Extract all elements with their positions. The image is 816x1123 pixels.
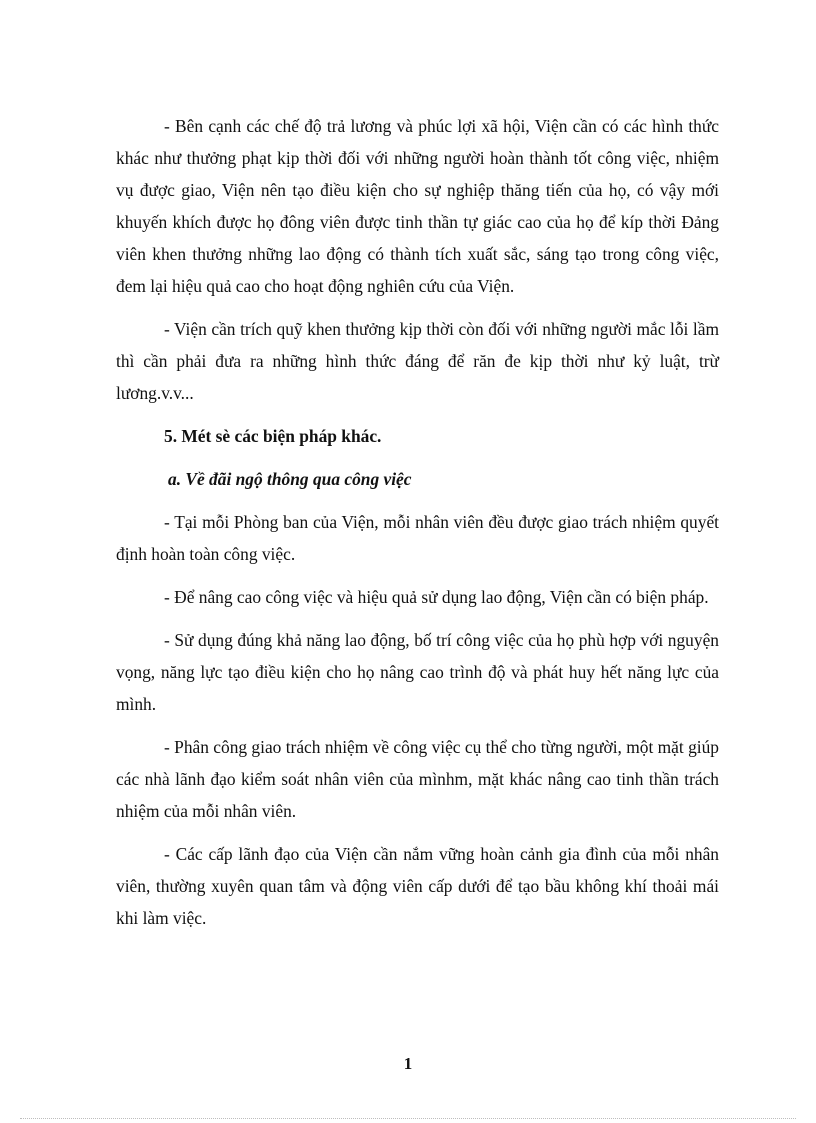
page-number: 1 [403,1054,413,1073]
paragraph: - Sử dụng đúng khả năng lao động, bố trí công việc của họ phù hợp với nguyện vọng, năng lực tạo điều kiện cho họ nâng cao trình độ và phát huy hết năng lực của mình. [116,630,719,714]
body-text [116,110,719,945]
paragraph: - Tại mỗi Phòng ban của Viện, mỗi nhân viên đều được giao trách nhiệm quyết định hoàn toàn công việc. [116,512,719,564]
subsection-heading: a. Về đãi ngộ thông qua công việc [168,469,412,489]
section-heading: 5. Mét sè các biện pháp khác. [164,426,382,446]
paragraph: - Viện cần trích quỹ khen thưởng kịp thời còn đối với những người mắc lỗi lầm thì cần phải đưa ra những hình thức đáng để răn đe kịp thời như kỷ luật, trừ lương.v.v... [116,319,719,403]
paragraph: - Phân công giao trách nhiệm về công việc cụ thể cho từng người, một mặt giúp các nhà lãnh đạo kiểm soát nhân viên của mìnhm, mặt khác nâng cao tinh thần trách nhiệm của mỗi nhân viên. [116,737,719,821]
paragraph: - Bên cạnh các chế độ trả lương và phúc lợi xã hội, Viện cần có các hình thức khác như thưởng phạt kịp thời đối với những người hoàn thành tốt công việc, nhiệm vụ được giao, Viện nên tạo điều kiện cho sự nghiệp thăng tiến của họ, có vậy mới khuyến khích được họ đông viên được tinh thần tự giác cao của họ để kíp thời Đảng viên khen thưởng những lao động có thành tích xuất sắc, sáng tạo trong công việc, đem lại hiệu quả cao cho hoạt động nghiên cứu của Viện. [116,116,719,296]
footer-divider [20,1118,796,1119]
paragraph: - Để nâng cao công việc và hiệu quả sử dụng lao động, Viện cần có biện pháp. [164,587,709,607]
paragraph: - Các cấp lãnh đạo của Viện cần nắm vững hoàn cảnh gia đình của mỗi nhân viên, thường xuyên quan tâm và động viên cấp dưới để tạo bầu không khí thoải mái khi làm việc. [116,844,719,928]
